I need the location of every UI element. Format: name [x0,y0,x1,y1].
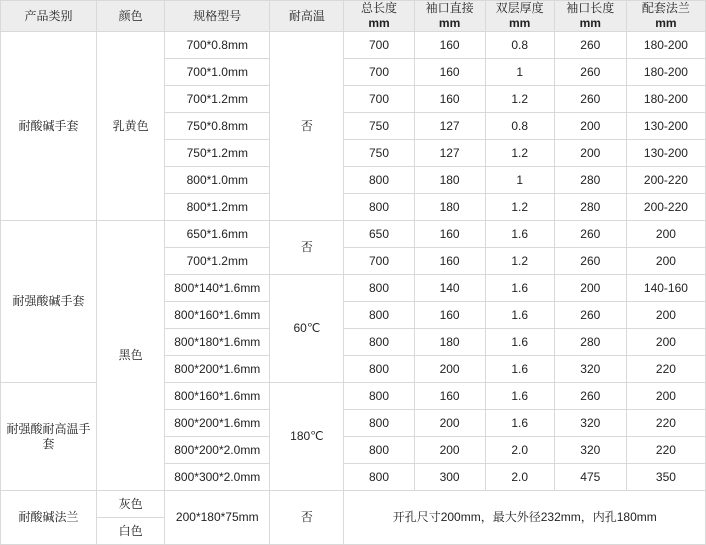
header-length-label: 总长度 [360,1,397,15]
header-thickness-label: 双层厚度 [495,1,544,15]
heat-cell-1: 否 [270,32,344,221]
table-header [1,1,706,32]
thickness-cell: 2.0 [485,437,554,464]
length-cell: 700 [344,32,414,59]
header-color [97,1,165,32]
cuff-length-cell: 200 [554,113,626,140]
cuff-length-cell: 260 [554,59,626,86]
cuff-length-cell: 260 [554,383,626,410]
cuff-diameter-cell: 200 [414,410,485,437]
cuff-length-cell: 280 [554,167,626,194]
cuff-length-cell: 200 [554,140,626,167]
length-cell: 800 [344,410,414,437]
header-flange-label: 配套法兰 [641,1,690,15]
header-length [344,1,414,32]
cuff-length-cell: 260 [554,32,626,59]
thickness-cell: 1.6 [485,302,554,329]
color-cell-gray: 灰色 [97,491,165,518]
flange-cell: 220 [626,356,705,383]
flange-cell: 180-200 [626,32,705,59]
cuff-diameter-cell: 180 [414,167,485,194]
cuff-length-cell: 320 [554,410,626,437]
header-category-label: 产品类别 [24,8,73,23]
length-cell: 800 [344,329,414,356]
cuff-diameter-cell: 200 [414,356,485,383]
heat-cell-5: 否 [270,491,344,545]
cuff-length-cell: 280 [554,329,626,356]
model-cell: 700*1.2mm [165,86,270,113]
length-cell: 750 [344,113,414,140]
cuff-diameter-cell: 180 [414,194,485,221]
header-cuff-length-label: 袖口长度 [566,1,615,15]
header-cuff-diameter [414,1,485,32]
flange-cell: 200-220 [626,167,705,194]
length-cell: 800 [344,383,414,410]
flange-cell: 220 [626,437,705,464]
category-cell-2: 耐强酸碱手套 [1,221,97,383]
header-model [165,1,270,32]
cuff-diameter-cell: 140 [414,275,485,302]
table-row [1,491,706,518]
category-cell-3: 耐强酸耐高温手套 [1,383,97,491]
flange-cell: 220 [626,410,705,437]
cuff-diameter-cell: 200 [414,437,485,464]
cuff-diameter-cell: 160 [414,86,485,113]
cuff-length-cell: 200 [554,275,626,302]
flange-cell: 140-160 [626,275,705,302]
thickness-cell: 0.8 [485,32,554,59]
header-thickness-unit: mm [509,16,531,30]
model-cell: 800*1.0mm [165,167,270,194]
cuff-length-cell: 260 [554,221,626,248]
model-cell: 800*1.2mm [165,194,270,221]
model-cell: 800*140*1.6mm [165,275,270,302]
cuff-diameter-cell: 180 [414,329,485,356]
flange-note-cell: 开孔尺寸200mm，最大外径232mm，内孔180mm [344,491,706,545]
cuff-diameter-cell: 300 [414,464,485,491]
color-cell-white: 白色 [97,518,165,545]
heat-cell-4: 180℃ [270,383,344,491]
flange-cell: 200 [626,248,705,275]
flange-cell: 200-220 [626,194,705,221]
flange-cell: 130-200 [626,140,705,167]
length-cell: 650 [344,221,414,248]
flange-cell: 180-200 [626,86,705,113]
header-flange [626,1,705,32]
header-heat [270,1,344,32]
thickness-cell: 1.2 [485,140,554,167]
cuff-diameter-cell: 160 [414,221,485,248]
color-cell-2: 黑色 [97,221,165,491]
cuff-length-cell: 320 [554,356,626,383]
header-thickness [485,1,554,32]
thickness-cell: 1.6 [485,383,554,410]
flange-cell: 350 [626,464,705,491]
header-length-unit: mm [368,16,390,30]
header-cuff-diameter-unit: mm [438,16,461,30]
cuff-diameter-cell: 127 [414,140,485,167]
model-cell: 700*0.8mm [165,32,270,59]
cuff-diameter-cell: 127 [414,113,485,140]
thickness-cell: 1.6 [485,329,554,356]
model-cell: 700*1.2mm [165,248,270,275]
model-cell: 800*200*1.6mm [165,410,270,437]
heat-cell-3: 60℃ [270,275,344,383]
heat-cell-2: 否 [270,221,344,275]
model-cell: 800*300*2.0mm [165,464,270,491]
length-cell: 700 [344,86,414,113]
cuff-length-cell: 260 [554,86,626,113]
cuff-diameter-cell: 160 [414,302,485,329]
thickness-cell: 1.2 [485,248,554,275]
length-cell: 750 [344,140,414,167]
category-cell-1: 耐酸碱手套 [1,32,97,221]
cuff-length-cell: 260 [554,302,626,329]
cuff-diameter-cell: 160 [414,248,485,275]
cuff-diameter-cell: 160 [414,32,485,59]
thickness-cell: 1.6 [485,275,554,302]
thickness-cell: 2.0 [485,464,554,491]
thickness-cell: 1.2 [485,194,554,221]
model-cell: 800*200*1.6mm [165,356,270,383]
model-cell: 800*160*1.6mm [165,383,270,410]
flange-cell: 130-200 [626,113,705,140]
length-cell: 700 [344,59,414,86]
length-cell: 800 [344,194,414,221]
flange-cell: 180-200 [626,59,705,86]
length-cell: 800 [344,356,414,383]
thickness-cell: 1.6 [485,221,554,248]
header-model-label: 规格型号 [193,8,242,23]
model-cell: 700*1.0mm [165,59,270,86]
thickness-cell: 1 [485,167,554,194]
table-row [1,221,706,248]
header-cuff-length [554,1,626,32]
cuff-diameter-cell: 160 [414,59,485,86]
model-cell: 750*1.2mm [165,140,270,167]
header-cuff-length-unit: mm [579,16,601,30]
model-cell: 800*160*1.6mm [165,302,270,329]
model-cell: 800*200*2.0mm [165,437,270,464]
category-cell-4: 耐酸碱法兰 [1,491,97,545]
header-cuff-diameter-label: 袖口直接 [425,1,474,15]
header-category [1,1,97,32]
cuff-length-cell: 260 [554,248,626,275]
thickness-cell: 1.6 [485,410,554,437]
cuff-diameter-cell: 160 [414,383,485,410]
cuff-length-cell: 475 [554,464,626,491]
length-cell: 800 [344,302,414,329]
model-cell: 650*1.6mm [165,221,270,248]
flange-cell: 200 [626,302,705,329]
table-body [1,32,706,545]
model-cell-flange: 200*180*75mm [165,491,270,545]
header-heat-label: 耐高温 [288,8,325,23]
flange-cell: 200 [626,329,705,356]
length-cell: 800 [344,275,414,302]
header-color-label: 颜色 [118,8,143,23]
header-flange-unit: mm [655,16,677,30]
thickness-cell: 1 [485,59,554,86]
color-cell-1: 乳黄色 [97,32,165,221]
cuff-length-cell: 280 [554,194,626,221]
thickness-cell: 0.8 [485,113,554,140]
length-cell: 700 [344,248,414,275]
length-cell: 800 [344,464,414,491]
length-cell: 800 [344,437,414,464]
model-cell: 750*0.8mm [165,113,270,140]
thickness-cell: 1.2 [485,86,554,113]
cuff-length-cell: 320 [554,437,626,464]
thickness-cell: 1.6 [485,356,554,383]
header-row [1,1,706,32]
flange-cell: 200 [626,221,705,248]
model-cell: 800*180*1.6mm [165,329,270,356]
flange-cell: 200 [626,383,705,410]
table-row [1,32,706,59]
length-cell: 800 [344,167,414,194]
